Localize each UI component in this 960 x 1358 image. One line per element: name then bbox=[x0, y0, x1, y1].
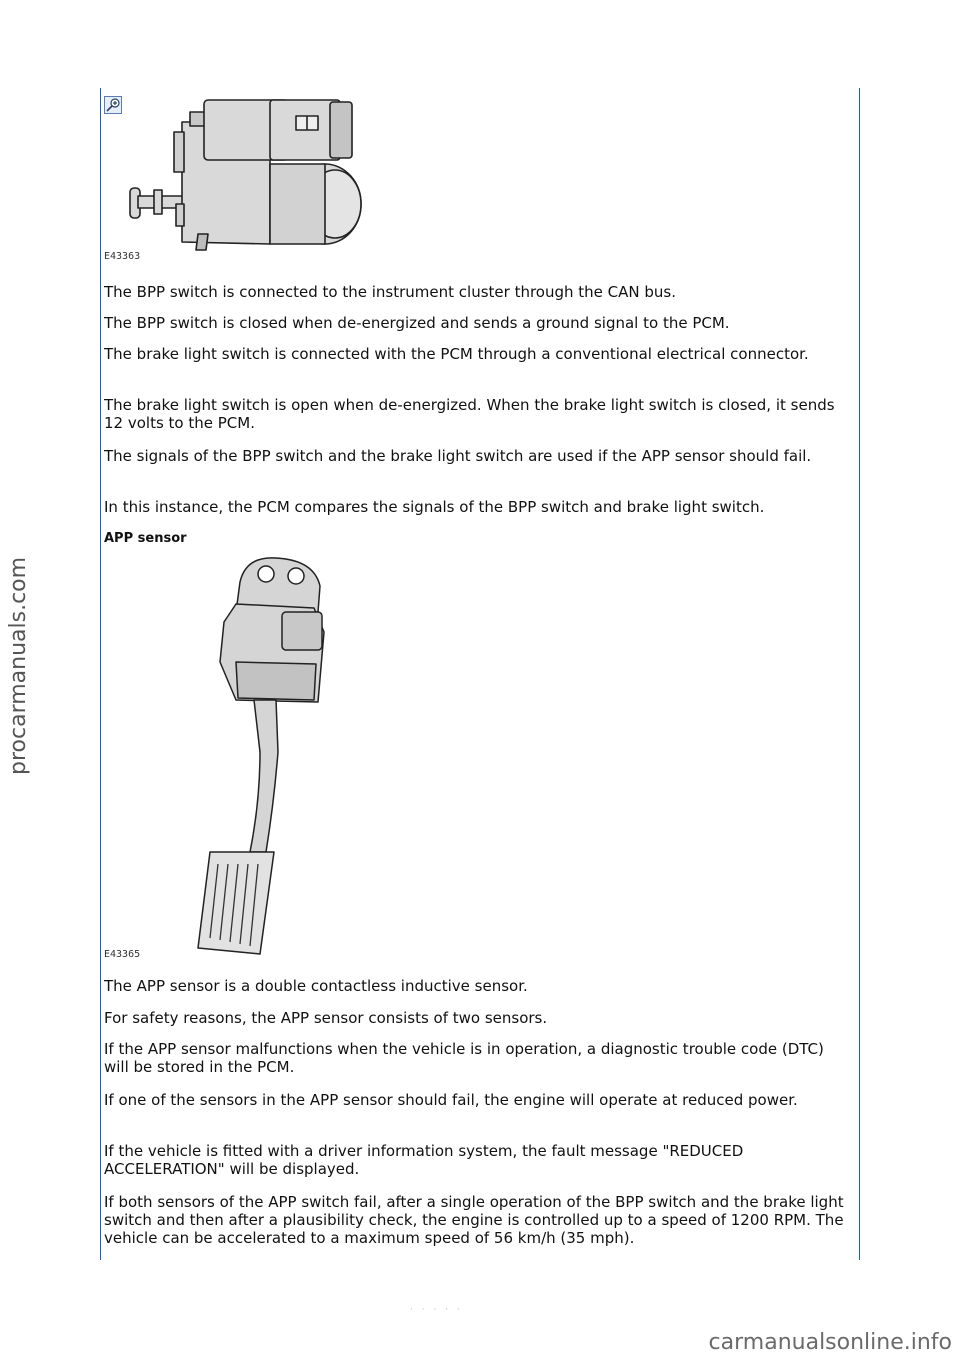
paragraph: The APP sensor is a double contactless inductive sensor. bbox=[104, 977, 528, 995]
paragraph: The brake light switch is connected with the PCM through a conventional electrical connector. bbox=[104, 345, 809, 363]
figure-label: E43365 bbox=[104, 949, 141, 960]
app-sensor-pedal-illustration bbox=[196, 552, 346, 956]
paragraph: For safety reasons, the APP sensor consists of two sensors. bbox=[104, 1009, 548, 1027]
section-heading: APP sensor bbox=[104, 531, 187, 546]
figure-label: E43363 bbox=[104, 251, 141, 262]
paragraph: If the vehicle is fitted with a driver information system, the fault message "REDUCED ACCELERATION" will be displayed. bbox=[104, 1142, 744, 1178]
bpp-switch-illustration bbox=[120, 92, 370, 252]
paragraph: If one of the sensors in the APP sensor should fail, the engine will operate at reduced power. bbox=[104, 1091, 798, 1109]
paragraph: The BPP switch is connected to the instrument cluster through the CAN bus. bbox=[104, 283, 676, 301]
watermark-procarmanuals: procarmanuals.com bbox=[6, 556, 31, 775]
paragraph: If the APP sensor malfunctions when the vehicle is in operation, a diagnostic trouble code (DTC) will be stored in the PCM. bbox=[104, 1040, 824, 1076]
content-frame-left-rule bbox=[100, 88, 101, 1260]
paragraph: The BPP switch is closed when de-energized and sends a ground signal to the PCM. bbox=[104, 314, 730, 332]
paragraph: The signals of the BPP switch and the brake light switch are used if the APP sensor should fail. bbox=[104, 447, 812, 465]
paragraph: The brake light switch is open when de-energized. When the brake light switch is closed, it sends 12 volts to the PCM. bbox=[104, 396, 835, 432]
content-frame-right-rule bbox=[859, 88, 860, 1260]
paragraph: If both sensors of the APP switch fail, after a single operation of the BPP switch and the brake light switch and then after a plausibility check, the engine is controlled up to a speed of 1200 RPM. The vehicle can be accelerated to a maximum speed of 56 km/h (35 mph). bbox=[104, 1193, 844, 1247]
paragraph: In this instance, the PCM compares the signals of the BPP switch and brake light switch. bbox=[104, 498, 765, 516]
page-number-faint: · · · · · bbox=[410, 1305, 463, 1315]
watermark-carmanualsonline: carmanualsonline.info bbox=[708, 1330, 952, 1355]
